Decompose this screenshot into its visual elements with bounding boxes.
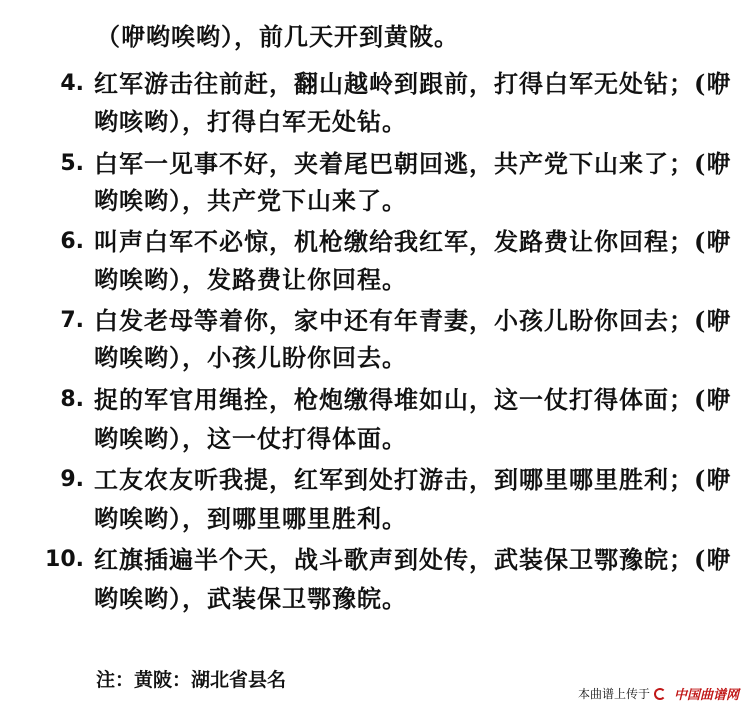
- verse-line-1: 白军一见事不好，夹着尾巴朝回逃，共产党下山来了；(咿: [94, 149, 732, 178]
- verse-line-1: 红军游击往前赶，翻山越岭到跟前，打得白军无处钻；(咿: [94, 69, 732, 98]
- verse-line-2: 哟唉哟），共产党下山来了。: [94, 186, 407, 215]
- verse-line-2: 哟唉哟），武装保卫鄂豫皖。: [94, 584, 407, 613]
- verse-line-1: 捉的军官用绳拴，枪炮缴得堆如山，这一仗打得体面；(咿: [94, 385, 732, 414]
- footnote: 注：黄陂：湖北省县名: [96, 669, 287, 691]
- verse-number: 6.: [60, 229, 84, 254]
- verse-line-2: 哟唉哟），这一仗打得体面。: [94, 424, 407, 453]
- verse-number: 10.: [45, 547, 84, 572]
- verse-line-2: 哟唉哟），发路费让你回程。: [94, 265, 407, 294]
- verse-line-1: 工友农友听我提，红军到处打游击，到哪里哪里胜利；(咿: [94, 465, 732, 494]
- verse-number: 9.: [60, 467, 84, 492]
- verse-line-2: 哟唉哟），到哪里哪里胜利。: [94, 504, 407, 533]
- verse-number: 7.: [60, 308, 84, 333]
- intro-line: （咿哟唉哟），前几天开到黄陂。: [96, 22, 459, 51]
- verse-number: 5.: [60, 151, 84, 176]
- verse-number: 4.: [60, 71, 84, 96]
- verse-line-2: 哟唉哟），小孩儿盼你回去。: [94, 343, 407, 372]
- verse-line-2: 哟咳哟），打得白军无处钻。: [94, 107, 407, 136]
- verse-line-1: 叫声白军不必惊，机枪缴给我红军，发路费让你回程；(咿: [94, 227, 732, 256]
- verse-number: 8.: [60, 387, 84, 412]
- site-logo-icon: [654, 687, 670, 701]
- site-name: 中国曲谱网: [673, 688, 739, 703]
- verse-line-1: 红旗插遍半个天，战斗歌声到处传，武装保卫鄂豫皖；(咿: [94, 545, 732, 574]
- verse-line-1: 白发老母等着你，家中还有年青妻，小孩儿盼你回去；(咿: [94, 306, 732, 335]
- upload-text: 本曲谱上传于: [577, 687, 650, 701]
- site-watermark: [578, 684, 739, 703]
